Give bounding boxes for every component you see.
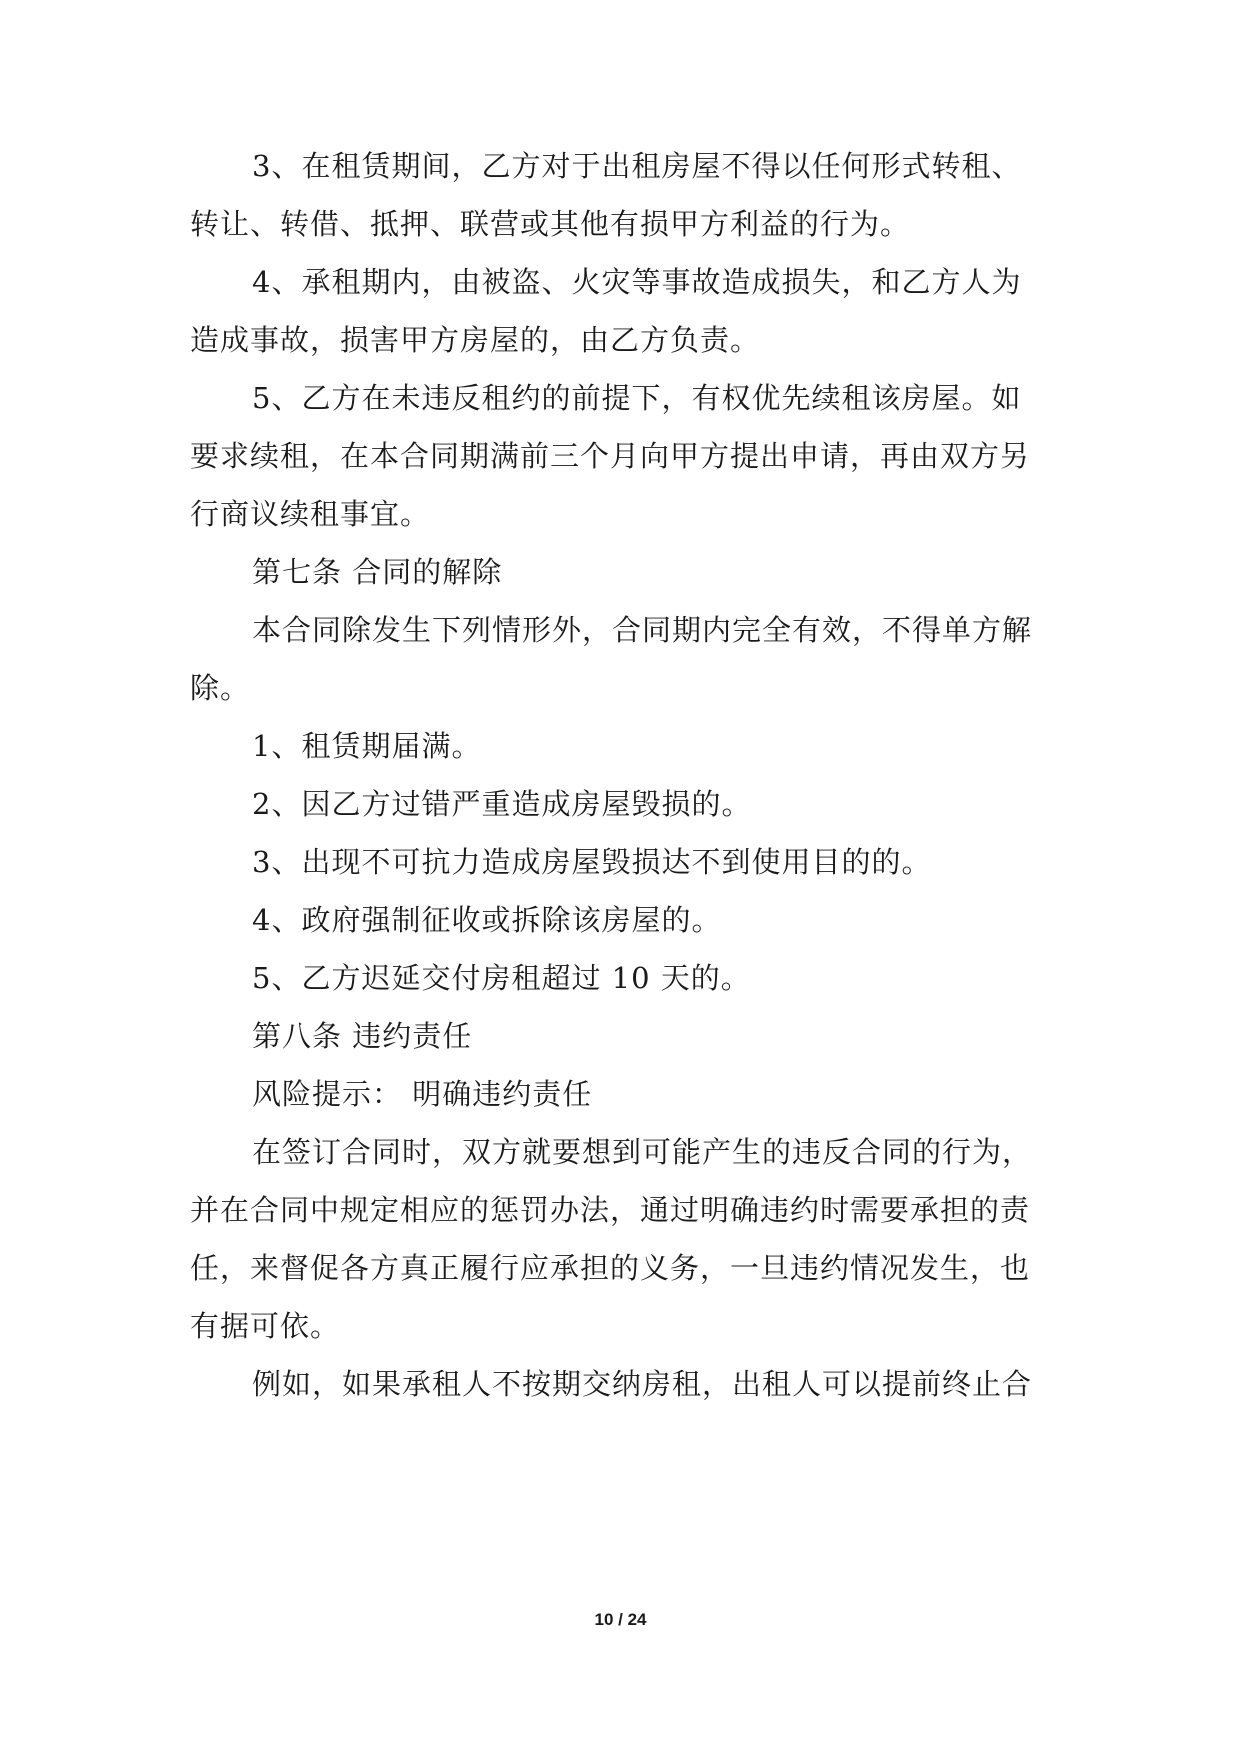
list-item: 5、乙方迟延交付房租超过 10 天的。	[252, 961, 751, 995]
paragraph-line: 例如，如果承租人不按期交纳房租，出租人可以提前终止合	[252, 1367, 1033, 1401]
list-item: 1、租赁期届满。	[252, 729, 482, 763]
risk-tip: 风险提示： 明确违约责任	[252, 1077, 593, 1111]
paragraph-line: 有据可依。	[190, 1309, 341, 1343]
paragraph-line: 除。	[190, 671, 251, 705]
paragraph-line: 行商议续租事宜。	[190, 497, 431, 531]
paragraph-line: 造成事故，损害甲方房屋的，由乙方负责。	[190, 323, 761, 357]
list-item: 3、出现不可抗力造成房屋毁损达不到使用目的的。	[252, 845, 932, 879]
page-number: 10 / 24	[594, 1610, 647, 1629]
paragraph-line: 要求续租，在本合同期满前三个月向甲方提出申请，再由双方另	[190, 439, 1031, 473]
paragraph-line: 3、在租赁期间，乙方对于出租房屋不得以任何形式转租、	[252, 149, 1022, 183]
list-item: 4、政府强制征收或拆除该房屋的。	[252, 903, 722, 937]
list-item: 2、因乙方过错严重造成房屋毁损的。	[252, 787, 752, 821]
paragraph-line: 并在合同中规定相应的惩罚办法，通过明确违约时需要承担的责	[190, 1193, 1031, 1227]
paragraph-line: 任，来督促各方真正履行应承担的义务，一旦违约情况发生，也	[190, 1251, 1031, 1285]
paragraph-line: 在签订合同时，双方就要想到可能产生的违反合同的行为，	[252, 1135, 1033, 1169]
paragraph-line: 4、承租期内，由被盗、火灾等事故造成损失，和乙方人为	[252, 265, 1022, 299]
section-heading: 第七条 合同的解除	[252, 555, 503, 589]
paragraph-line: 5、乙方在未违反租约的前提下，有权优先续租该房屋。如	[252, 381, 1022, 415]
paragraph-line: 本合同除发生下列情形外，合同期内完全有效，不得单方解	[252, 613, 1033, 647]
section-heading: 第八条 违约责任	[252, 1019, 473, 1053]
paragraph-line: 转让、转借、抵押、联营或其他有损甲方利益的行为。	[190, 207, 911, 241]
